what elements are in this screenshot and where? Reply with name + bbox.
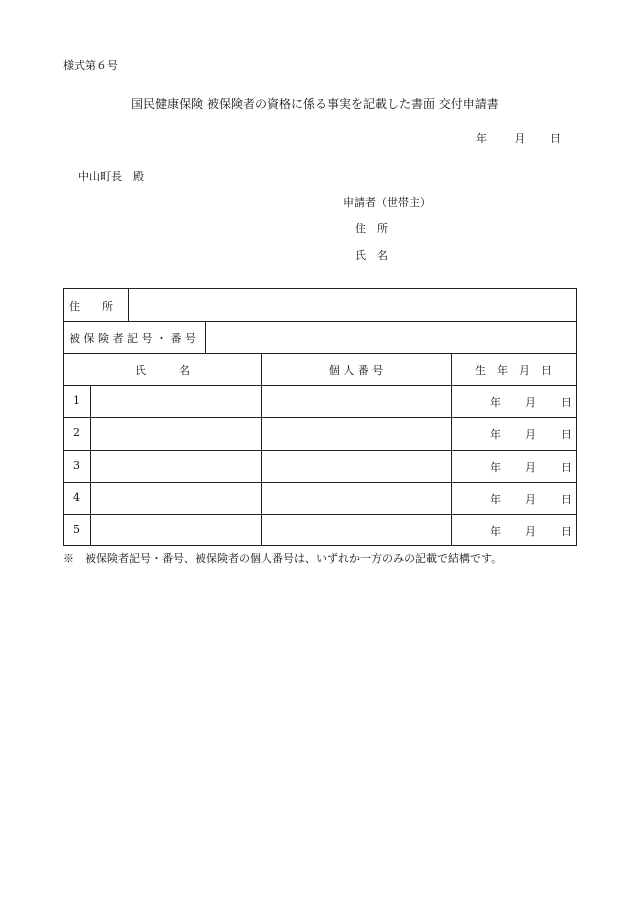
column-header-name: 氏 名 xyxy=(135,364,190,377)
table-divider xyxy=(451,353,452,545)
birth-month-label: 月 xyxy=(525,493,536,506)
table-divider xyxy=(90,385,91,545)
row-number: 5 xyxy=(73,523,80,536)
form-number: 様式第６号 xyxy=(63,59,118,72)
insured-persons-table xyxy=(63,288,577,546)
birth-year-label: 年 xyxy=(490,396,501,409)
table-divider xyxy=(261,353,262,545)
table-divider xyxy=(64,385,576,386)
row-number: 1 xyxy=(73,394,80,407)
table-insured-number-field[interactable] xyxy=(206,322,575,352)
table-divider xyxy=(64,450,576,451)
birth-month-label: 月 xyxy=(525,461,536,474)
applicant-heading: 申請者（世帯主） xyxy=(343,196,431,209)
table-divider xyxy=(64,514,576,515)
table-divider xyxy=(64,417,576,418)
birth-year-label: 年 xyxy=(490,461,501,474)
birth-day-label: 日 xyxy=(561,461,572,474)
birth-month-label: 月 xyxy=(525,428,536,441)
table-divider xyxy=(64,482,576,483)
table-address-field[interactable] xyxy=(129,290,575,320)
birth-day-label: 日 xyxy=(561,396,572,409)
birth-day-label: 日 xyxy=(561,525,572,538)
table-divider xyxy=(64,353,576,354)
date-month-label: 月 xyxy=(514,132,526,145)
form-title: 国民健康保険 被保険者の資格に係る事実を記載した書面 交付申請書 xyxy=(131,97,499,111)
date-day-label: 日 xyxy=(550,132,562,145)
table-address-label: 住 所 xyxy=(69,300,113,313)
birth-year-label: 年 xyxy=(490,428,501,441)
row-number: 3 xyxy=(73,459,80,472)
birth-month-label: 月 xyxy=(525,396,536,409)
footnote: ※ 被保険者記号・番号、被保険者の個人番号は、いずれか一方のみの記載で結構です。 xyxy=(63,552,503,565)
column-header-birth-date: 生 年 月 日 xyxy=(475,364,552,377)
table-insured-number-label: 被 保 険 者 記 号 ・ 番 号 xyxy=(69,332,196,345)
birth-day-label: 日 xyxy=(561,493,572,506)
addressee: 中山町長 殿 xyxy=(78,170,144,183)
birth-year-label: 年 xyxy=(490,493,501,506)
row-number: 2 xyxy=(73,426,80,439)
birth-month-label: 月 xyxy=(525,525,536,538)
applicant-address-label: 住 所 xyxy=(355,222,388,235)
birth-day-label: 日 xyxy=(561,428,572,441)
applicant-name-label: 氏 名 xyxy=(355,249,388,262)
birth-year-label: 年 xyxy=(490,525,501,538)
application-date xyxy=(476,130,562,146)
date-year-label: 年 xyxy=(476,132,488,145)
row-number: 4 xyxy=(73,491,80,504)
column-header-individual-number: 個 人 番 号 xyxy=(328,364,384,377)
